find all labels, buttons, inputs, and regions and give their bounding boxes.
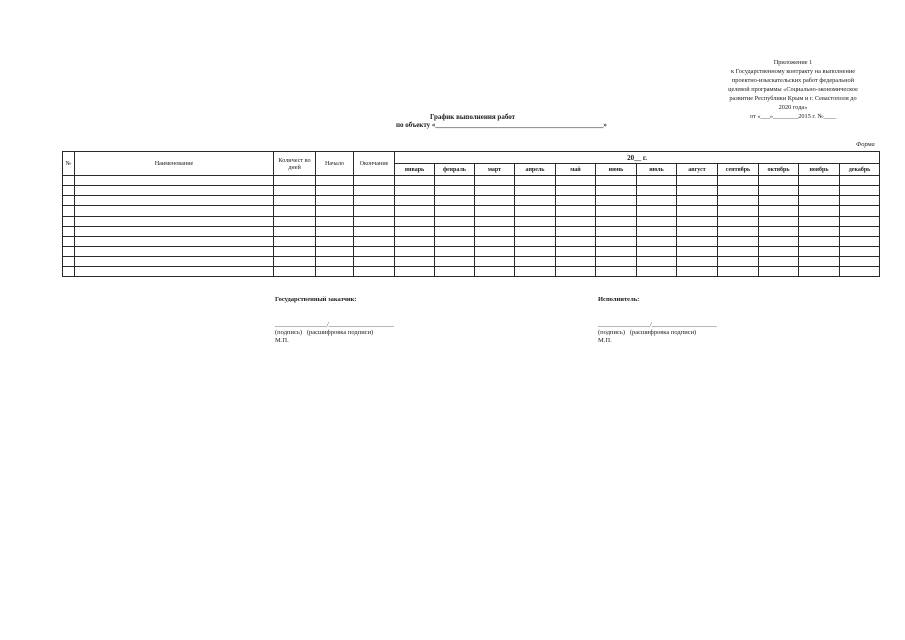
table-cell (274, 256, 316, 266)
table-cell (556, 266, 596, 276)
table-cell (718, 236, 759, 246)
table-cell (515, 196, 556, 206)
table-cell (840, 216, 880, 226)
table-cell (316, 196, 354, 206)
table-cell (637, 256, 677, 266)
table-cell (274, 216, 316, 226)
year-header: 20__ г. (395, 152, 880, 164)
table-cell (63, 206, 75, 216)
table-row (63, 226, 880, 236)
table-cell (316, 246, 354, 256)
table-cell (274, 206, 316, 216)
table-cell (840, 196, 880, 206)
table-cell (799, 186, 840, 196)
table-cell (637, 196, 677, 206)
table-cell (435, 226, 475, 236)
table-cell (63, 176, 75, 186)
table-cell (515, 246, 556, 256)
table-cell (63, 226, 75, 236)
table-cell (435, 186, 475, 196)
contractor-signature-block (598, 296, 717, 345)
table-cell (475, 266, 515, 276)
table-cell (316, 206, 354, 216)
month-header: март (475, 164, 515, 176)
table-cell (75, 256, 274, 266)
appendix-date-line: от «___»________2015 г. №____ (749, 113, 837, 120)
table-cell (759, 246, 799, 256)
table-cell (354, 186, 395, 196)
table-cell (840, 256, 880, 266)
table-cell (840, 206, 880, 216)
table-cell (316, 186, 354, 196)
table-cell (677, 206, 718, 216)
table-row (63, 236, 880, 246)
table-cell (395, 186, 435, 196)
appendix-block (700, 58, 886, 121)
col-name-header: Наименование (75, 152, 274, 176)
table-cell (596, 186, 637, 196)
table-cell (556, 246, 596, 256)
month-header: февраль (435, 164, 475, 176)
table-cell (515, 216, 556, 226)
table-cell (840, 186, 880, 196)
col-days-header: Количест во дней (274, 152, 316, 176)
object-line: по объекту «________________________________________________» (396, 121, 607, 129)
appendix-line: к Государственному контракту на выполнение (730, 68, 855, 75)
customer-signature-caption: (подпись) (расшифровка подписи) (275, 329, 374, 336)
table-cell (75, 216, 274, 226)
table-cell (475, 256, 515, 266)
table-row (63, 266, 880, 276)
table-cell (354, 216, 395, 226)
table-cell (596, 256, 637, 266)
table-cell (677, 186, 718, 196)
table-cell (718, 176, 759, 186)
table-cell (75, 176, 274, 186)
table-row (63, 196, 880, 206)
table-cell (799, 216, 840, 226)
col-start-header: Начало (316, 152, 354, 176)
table-cell (677, 266, 718, 276)
table-cell (799, 246, 840, 256)
table-cell (75, 246, 274, 256)
table-cell (637, 226, 677, 236)
table-cell (677, 246, 718, 256)
table-cell (515, 206, 556, 216)
table-cell (596, 216, 637, 226)
table-cell (677, 176, 718, 186)
table-cell (475, 196, 515, 206)
table-body (63, 176, 880, 277)
table-cell (596, 246, 637, 256)
table-cell (395, 216, 435, 226)
table-cell (556, 176, 596, 186)
table-cell (596, 196, 637, 206)
table-cell (274, 226, 316, 236)
table-cell (354, 176, 395, 186)
table-cell (75, 226, 274, 236)
table-cell (435, 256, 475, 266)
table-cell (556, 186, 596, 196)
contractor-signature-caption: (подпись) (расшифровка подписи) (598, 329, 697, 336)
table-cell (759, 236, 799, 246)
table-row (63, 176, 880, 186)
table-cell (840, 246, 880, 256)
customer-role: Государственный заказчик: (275, 296, 357, 303)
table-cell (274, 186, 316, 196)
table-cell (637, 186, 677, 196)
table-cell (475, 186, 515, 196)
table-cell (395, 256, 435, 266)
col-end-header: Окончание (354, 152, 395, 176)
table-cell (75, 266, 274, 276)
table-cell (75, 236, 274, 246)
table-cell (316, 226, 354, 236)
table-cell (718, 216, 759, 226)
appendix-line: 2020 года» (778, 104, 808, 111)
table-cell (395, 206, 435, 216)
table-cell (316, 236, 354, 246)
table-cell (799, 266, 840, 276)
table-cell (515, 266, 556, 276)
table-cell (395, 266, 435, 276)
table-cell (759, 196, 799, 206)
customer-signature-line: ________________/____________________ (275, 321, 394, 328)
table-cell (718, 226, 759, 236)
month-header: январь (395, 164, 435, 176)
table-cell (75, 206, 274, 216)
table-cell (759, 186, 799, 196)
table-cell (274, 266, 316, 276)
table-cell (475, 246, 515, 256)
appendix-line: Приложение 1 (773, 59, 813, 66)
table-cell (840, 236, 880, 246)
table-cell (556, 206, 596, 216)
table-cell (596, 226, 637, 236)
table-cell (475, 206, 515, 216)
table-cell (354, 196, 395, 206)
table-cell (556, 216, 596, 226)
table-cell (515, 256, 556, 266)
table-cell (354, 226, 395, 236)
table-cell (637, 206, 677, 216)
table-cell (596, 236, 637, 246)
table-cell (840, 226, 880, 236)
table-cell (515, 176, 556, 186)
table-cell (515, 186, 556, 196)
table-cell (759, 226, 799, 236)
contractor-signature-line: ________________/____________________ (598, 321, 717, 328)
table-cell (354, 236, 395, 246)
table-cell (515, 226, 556, 236)
table-cell (596, 176, 637, 186)
table-row (63, 256, 880, 266)
table-cell (718, 266, 759, 276)
table-cell (556, 196, 596, 206)
table-cell (759, 216, 799, 226)
table-cell (354, 256, 395, 266)
customer-signature-block (275, 296, 394, 345)
table-cell (274, 236, 316, 246)
customer-stamp-label: М.П. (275, 337, 289, 344)
table-cell (637, 236, 677, 246)
month-header: сентябрь (718, 164, 759, 176)
month-header: май (556, 164, 596, 176)
table-cell (759, 256, 799, 266)
table-cell (515, 236, 556, 246)
document-title: График выполнения работ (430, 113, 516, 121)
table-cell (395, 196, 435, 206)
table-cell (274, 196, 316, 206)
table-cell (435, 266, 475, 276)
table-cell (63, 256, 75, 266)
table-row (63, 206, 880, 216)
table-cell (354, 266, 395, 276)
table-cell (556, 226, 596, 236)
table-cell (759, 266, 799, 276)
table-cell (637, 176, 677, 186)
table-cell (395, 176, 435, 186)
table-cell (677, 226, 718, 236)
table-cell (718, 246, 759, 256)
table-cell (718, 206, 759, 216)
table-cell (840, 176, 880, 186)
header-row (63, 152, 880, 164)
table-cell (799, 206, 840, 216)
month-header: август (677, 164, 718, 176)
contractor-role: Исполнитель: (598, 296, 640, 303)
table-cell (63, 246, 75, 256)
month-header: апрель (515, 164, 556, 176)
table-cell (596, 266, 637, 276)
month-header: ноябрь (799, 164, 840, 176)
table-row (63, 246, 880, 256)
table-cell (435, 196, 475, 206)
appendix-line: развитие Республики Крым и г. Севастополя до (729, 95, 857, 102)
table-cell (354, 246, 395, 256)
table-row (63, 216, 880, 226)
table-cell (637, 246, 677, 256)
table-cell (718, 256, 759, 266)
table-row (63, 186, 880, 196)
month-header: октябрь (759, 164, 799, 176)
table-cell (475, 216, 515, 226)
month-header: декабрь (840, 164, 880, 176)
table-cell (556, 236, 596, 246)
contractor-stamp-label: М.П. (598, 337, 612, 344)
table-cell (274, 246, 316, 256)
table-cell (63, 216, 75, 226)
table-cell (718, 186, 759, 196)
table-cell (63, 236, 75, 246)
table-cell (395, 246, 435, 256)
table-cell (799, 226, 840, 236)
table-cell (556, 256, 596, 266)
table-cell (637, 266, 677, 276)
table-cell (596, 206, 637, 216)
month-header: июль (637, 164, 677, 176)
table-cell (354, 206, 395, 216)
col-number-header: № (63, 152, 75, 176)
table-cell (395, 236, 435, 246)
schedule-table (62, 151, 880, 277)
table-cell (677, 216, 718, 226)
table-cell (75, 196, 274, 206)
appendix-line: проектно-изыскательских работ федеральной (731, 77, 855, 84)
table-cell (63, 266, 75, 276)
table-cell (799, 176, 840, 186)
table-cell (316, 176, 354, 186)
table-cell (435, 236, 475, 246)
table-cell (316, 256, 354, 266)
table-cell (799, 256, 840, 266)
table-cell (799, 196, 840, 206)
table-cell (475, 176, 515, 186)
table-cell (316, 266, 354, 276)
form-label: Форма (856, 141, 875, 148)
table-cell (759, 176, 799, 186)
appendix-line: целевой программы «Социально-экономическое (728, 86, 858, 93)
table-cell (475, 226, 515, 236)
table-cell (274, 176, 316, 186)
table-cell (435, 176, 475, 186)
table-cell (677, 256, 718, 266)
table-cell (840, 266, 880, 276)
table-cell (435, 246, 475, 256)
table-cell (475, 236, 515, 246)
table-cell (677, 196, 718, 206)
table-cell (759, 206, 799, 216)
table-cell (63, 186, 75, 196)
table-cell (435, 206, 475, 216)
table-cell (316, 216, 354, 226)
table-cell (435, 216, 475, 226)
table-cell (637, 216, 677, 226)
table-cell (75, 186, 274, 196)
table-cell (63, 196, 75, 206)
month-header: июнь (596, 164, 637, 176)
table-cell (677, 236, 718, 246)
table-cell (718, 196, 759, 206)
table-cell (799, 236, 840, 246)
table-cell (395, 226, 435, 236)
